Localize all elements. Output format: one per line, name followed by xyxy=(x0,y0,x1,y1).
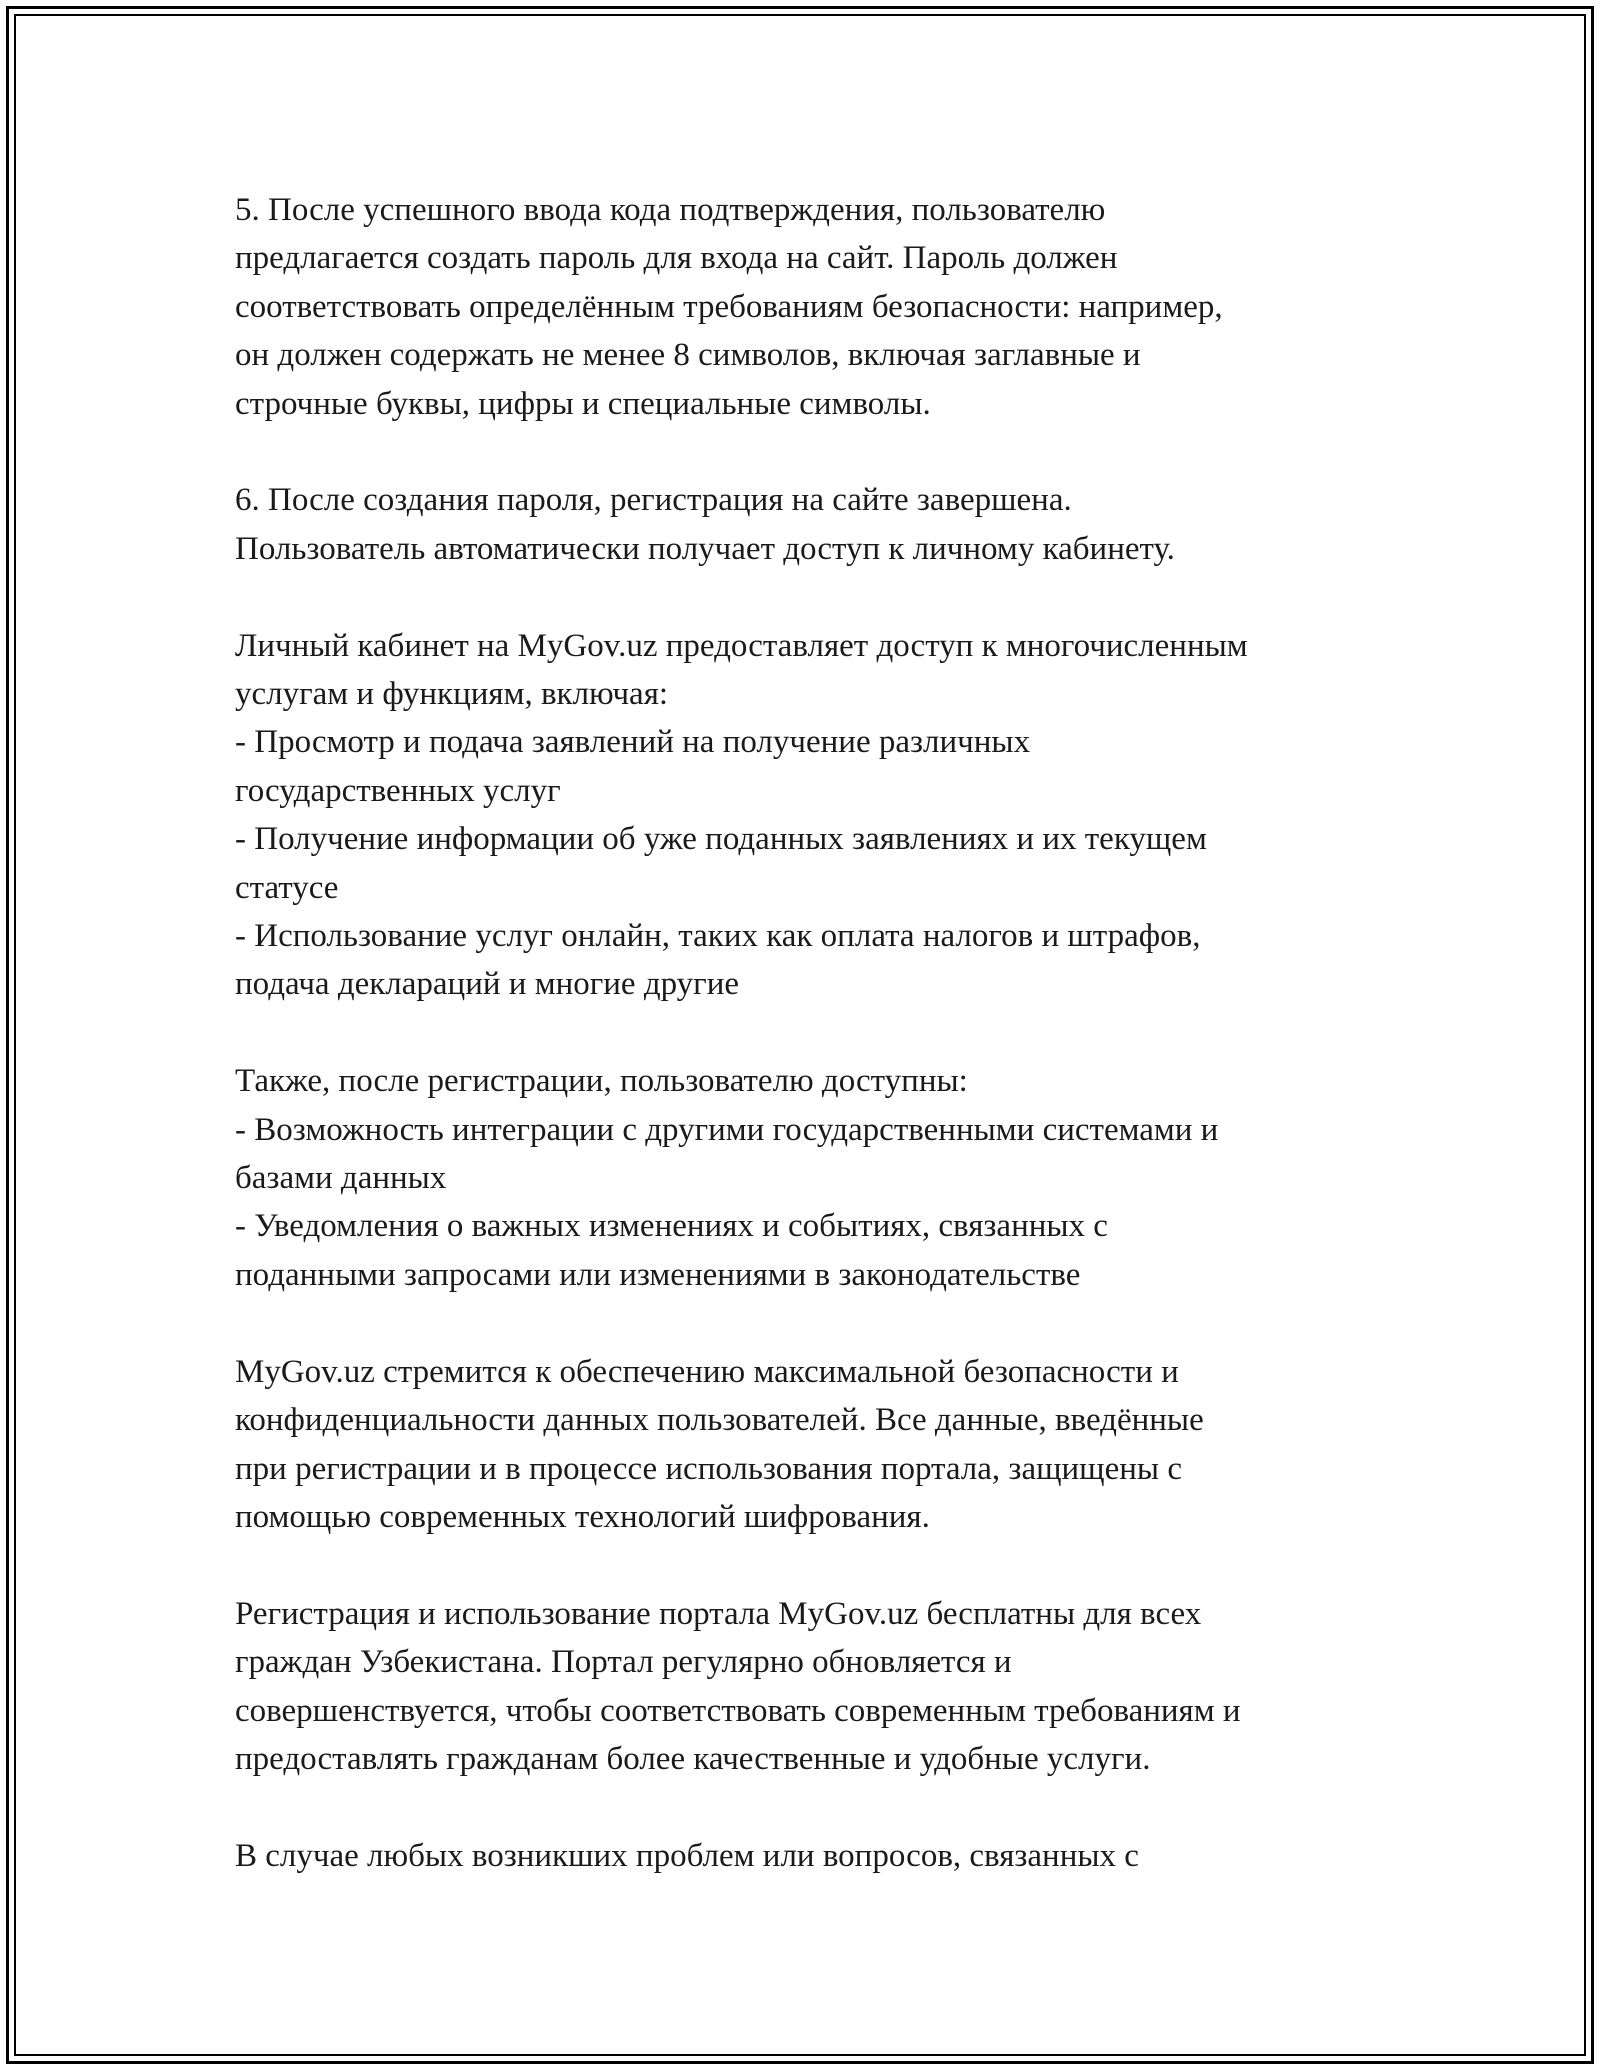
list-item-line: базами данных xyxy=(235,1160,447,1197)
list-item-line: подача деклараций и многие другие xyxy=(235,966,740,1003)
paragraph-personal-cabinet xyxy=(235,622,1385,1009)
document-body xyxy=(235,186,1385,1929)
text-line: совершенствуется, чтобы соответствовать современным требованиям и xyxy=(235,1692,1241,1729)
list-item-line: - Просмотр и подача заявлений на получение различных xyxy=(235,724,1031,761)
paragraph-security xyxy=(235,1348,1385,1542)
text-line: соответствовать определённым требованиям безопасности: например, xyxy=(235,288,1223,325)
text-line: Личный кабинет на MyGov.uz предоставляет доступ к многочисленным xyxy=(235,627,1248,664)
text-line: граждан Узбекистана. Портал регулярно обновляется и xyxy=(235,1644,1012,1681)
list-item-line: государственных услуг xyxy=(235,772,561,809)
text-line: помощью современных технологий шифрования. xyxy=(235,1498,930,1535)
text-line: он должен содержать не менее 8 символов, включая заглавные и xyxy=(235,337,1141,374)
list-item-line: поданными запросами или изменениями в законодательстве xyxy=(235,1256,1081,1293)
paragraph-support xyxy=(235,1832,1385,1880)
text-line: Также, после регистрации, пользователю доступны: xyxy=(235,1063,968,1100)
text-line: услугам и функциям, включая: xyxy=(235,676,669,713)
text-line: предоставлять гражданам более качественные и удобные услуги. xyxy=(235,1740,1151,1777)
text-line: MyGov.uz стремится к обеспечению максимальной безопасности и xyxy=(235,1353,1179,1390)
text-line: Регистрация и использование портала MyGov.uz бесплатны для всех xyxy=(235,1595,1202,1632)
list-item-line: - Использование услуг онлайн, таких как оплата налогов и штрафов, xyxy=(235,918,1201,955)
text-line: 5. После успешного ввода кода подтверждения, пользователю xyxy=(235,192,1106,228)
text-line: конфиденциальности данных пользователей. Все данные, введённые xyxy=(235,1402,1204,1439)
paragraph-available-features xyxy=(235,1057,1385,1299)
paragraph-step-5 xyxy=(235,186,1385,428)
text-line: при регистрации и в процессе использования портала, защищены с xyxy=(235,1450,1182,1487)
text-line: строчные буквы, цифры и специальные символы. xyxy=(235,385,931,422)
list-item-line: - Возможность интеграции с другими государственными системами и xyxy=(235,1111,1219,1148)
text-line: В случае любых возникших проблем или вопросов, связанных с xyxy=(235,1837,1139,1874)
list-item-line: статусе xyxy=(235,869,339,906)
text-line: 6. После создания пароля, регистрация на сайте завершена. xyxy=(235,482,1072,519)
list-item-line: - Получение информации об уже поданных заявлениях и их текущем xyxy=(235,821,1207,858)
list-item-line: - Уведомления о важных изменениях и событиях, связанных с xyxy=(235,1208,1108,1245)
paragraph-step-6 xyxy=(235,476,1385,573)
text-line: Пользователь автоматически получает доступ к личному кабинету. xyxy=(235,530,1175,567)
paragraph-free-usage xyxy=(235,1590,1385,1784)
text-line: предлагается создать пароль для входа на сайт. Пароль должен xyxy=(235,240,1118,277)
